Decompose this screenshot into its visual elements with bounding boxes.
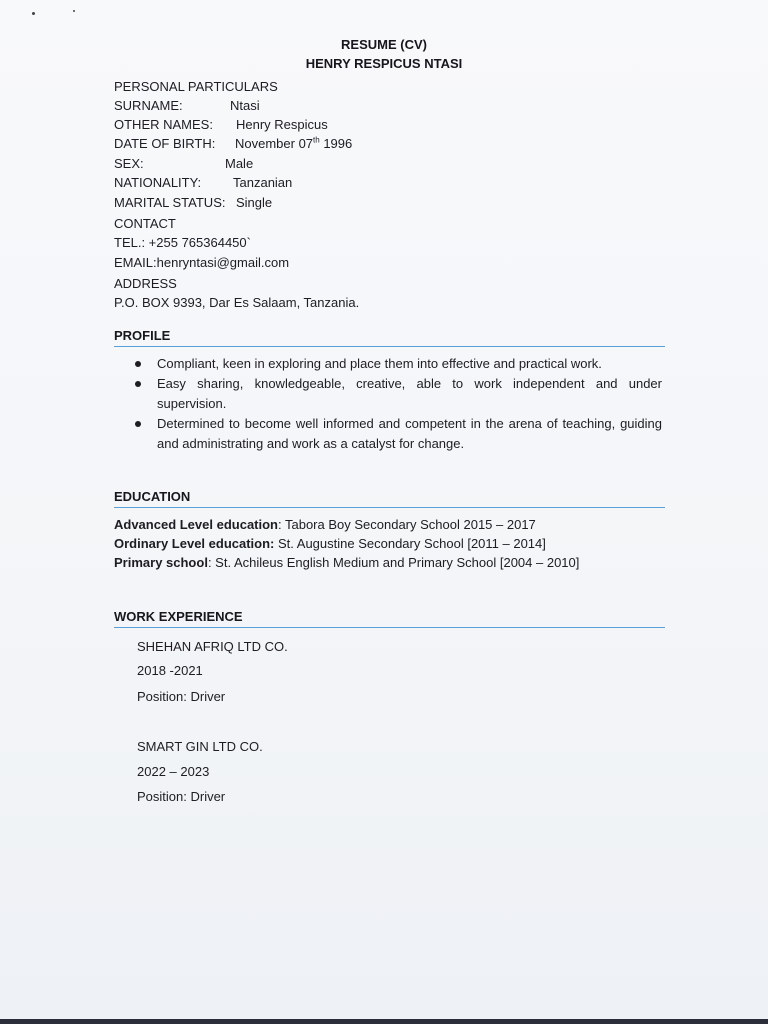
person-name: HENRY RESPICUS NTASI — [305, 56, 463, 71]
job-years: 2022 – 2023 — [137, 764, 210, 779]
ordinary-label: Ordinary Level education: — [114, 536, 275, 551]
list-item — [130, 354, 662, 374]
telephone: TEL.: +255 765364450` — [114, 235, 251, 250]
surname-label: SURNAME: — [114, 98, 183, 113]
education-advanced — [114, 517, 536, 532]
address-value: P.O. BOX 9393, Dar Es Salaam, Tanzania. — [114, 295, 360, 310]
address-heading: ADDRESS — [114, 276, 177, 291]
list-item — [130, 374, 662, 414]
surname-value: Ntasi — [230, 98, 260, 113]
scan-speck — [32, 12, 35, 15]
job-position: Position: Driver — [137, 689, 226, 704]
nationality-label: NATIONALITY: — [114, 175, 202, 190]
bullet-icon — [135, 361, 141, 367]
sex-value: Male — [225, 156, 254, 171]
dob-year: 1996 — [319, 136, 353, 151]
scan-speck — [73, 10, 75, 12]
dob-label: DATE OF BIRTH: — [114, 136, 216, 151]
profile-list — [130, 354, 662, 454]
bullet-icon — [135, 421, 141, 427]
bullet-icon — [135, 381, 141, 387]
list-item — [130, 414, 662, 454]
marital-label: MARITAL STATUS: — [114, 195, 226, 210]
other-names-value: Henry Respicus — [236, 117, 328, 132]
profile-heading: PROFILE — [114, 328, 171, 343]
sex-label: SEX: — [114, 156, 144, 171]
education-ordinary — [114, 536, 546, 551]
profile-text: Compliant, keen in exploring and place them into effective and practical work. — [157, 356, 602, 371]
personal-heading: PERSONAL PARTICULARS — [114, 79, 278, 94]
education-heading: EDUCATION — [114, 489, 191, 504]
profile-text: Determined to become well informed and competent in the arena of teaching, guiding and administrating and work as a catalyst for change. — [157, 416, 662, 451]
profile-text: Easy sharing, knowledgeable, creative, able to work independent and under supervision. — [157, 376, 662, 411]
primary-value: : St. Achileus English Medium and Primary School [2004 – 2010] — [207, 555, 580, 570]
contact-heading: CONTACT — [114, 216, 176, 231]
marital-value: Single — [236, 195, 273, 210]
scan-bottom-edge — [0, 1019, 768, 1024]
advanced-label: Advanced Level education — [114, 517, 278, 532]
document-title: RESUME (CV) — [341, 37, 427, 52]
dob-suffix: th — [313, 135, 320, 145]
profile-divider — [114, 346, 665, 347]
dob-value — [235, 136, 352, 152]
job-company: SHEHAN AFRIQ LTD CO. — [137, 639, 288, 654]
job-company: SMART GIN LTD CO. — [137, 739, 263, 754]
work-heading: WORK EXPERIENCE — [114, 609, 243, 624]
job-position: Position: Driver — [137, 789, 226, 804]
work-divider — [114, 627, 665, 628]
primary-label: Primary school — [114, 555, 208, 570]
other-names-label: OTHER NAMES: — [114, 117, 213, 132]
nationality-value: Tanzanian — [233, 175, 293, 190]
education-primary — [114, 555, 579, 570]
education-divider — [114, 507, 665, 508]
dob-day: November 07 — [235, 136, 314, 151]
email: EMAIL:henryntasi@gmail.com — [114, 255, 290, 270]
ordinary-value: St. Augustine Secondary School [2011 – 2014] — [274, 536, 546, 551]
advanced-value: : Tabora Boy Secondary School 2015 – 2017 — [278, 517, 536, 532]
job-years: 2018 -2021 — [137, 663, 203, 678]
